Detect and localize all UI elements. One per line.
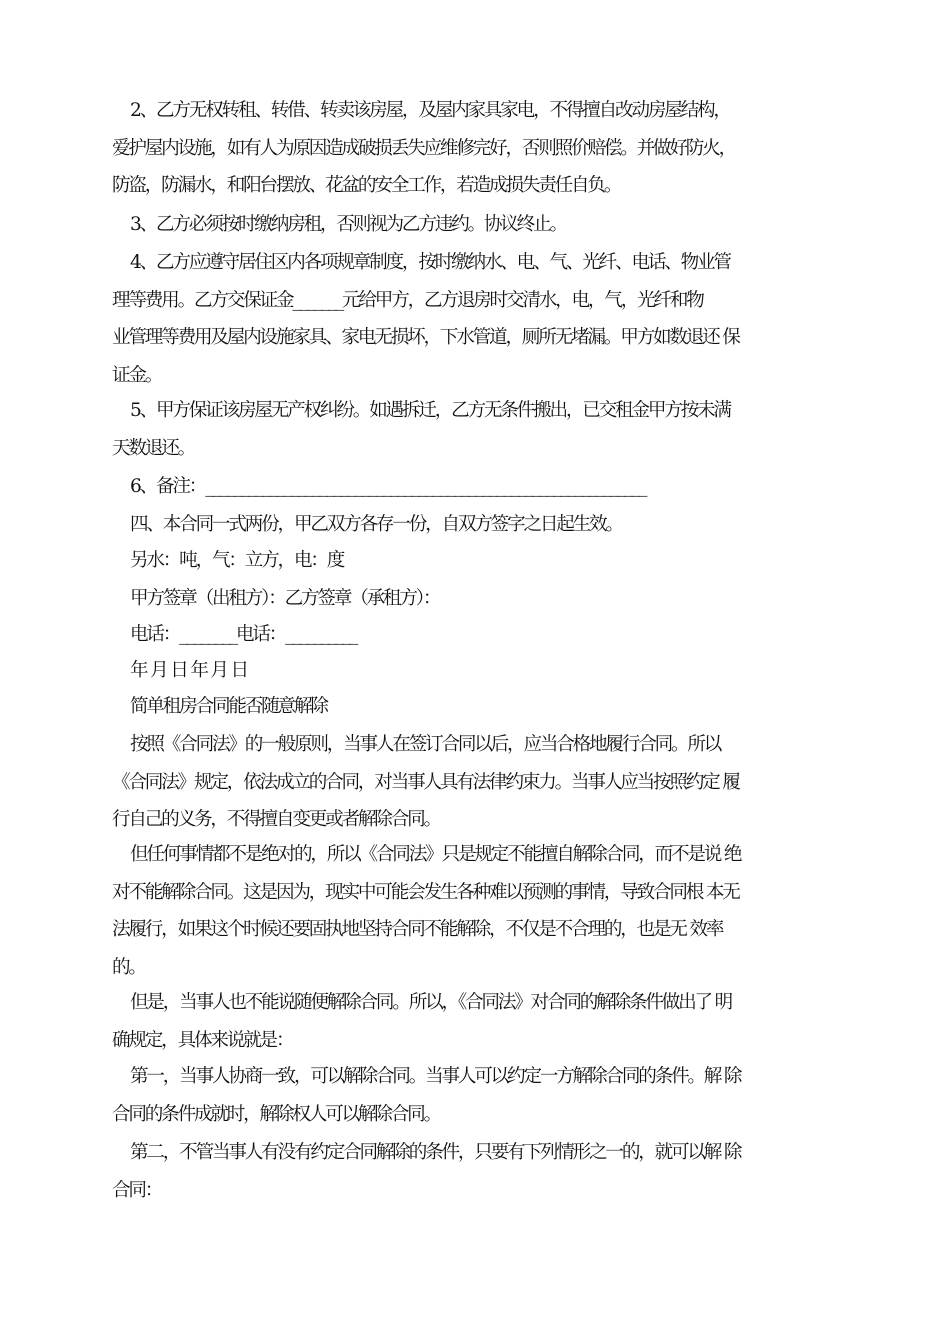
date-line: 年 月 日 年 月 日: [130, 660, 247, 681]
body-1-line-1: 按照《合同法》的一般原则，当事人在签订合同以后，应当合格地履行合同。所以: [130, 734, 721, 755]
remarks-paragraph: [112, 468, 857, 506]
body-paragraph-2: [112, 836, 857, 986]
clause-4-line-3: 业管理等费用及屋内设施家具、家电无损坏，下水管道，厕所无堵漏。甲方如数退还 保: [112, 327, 739, 349]
effective-clause-line: 四、本合同一式两份，甲乙双方各存一份，自双方签字之日起生效。: [130, 514, 622, 535]
body-3-line-1: 但是，当事人也不能说随便解除合同。所以，《合同法》对合同的解除条件做出了 明: [130, 992, 731, 1013]
signature-line: 甲方签章（出租方）：乙方签章（承租方）：: [130, 588, 440, 609]
clause-2-line-2: 爱护屋内设施，如有人为原因造成破损丢失应维修完好，否则照价赔偿。并做好防火，: [112, 137, 735, 159]
clause-2-line-1: 2、乙方无权转租、转借、转卖该房屋，及屋内家具家电，不得擅自改动房屋结构，: [130, 100, 730, 121]
body-1-line-2: 《合同法》规定，依法成立的合同，对当事人具有法律约束力。当事人应当按照约定 履: [112, 771, 739, 793]
clause-4-line-4: 证金。: [112, 364, 162, 386]
clause-2-line-3: 防盗，防漏水，和阳台摆放、花盆的安全工作，若造成损失责任自负。: [112, 175, 621, 197]
phone-line: 电话：________电话：__________: [130, 624, 357, 645]
effective-clause-paragraph: [112, 506, 857, 544]
clause-4-line-2: 理等费用。乙方交保证金_______元给甲方，乙方退房时交清水，电，气，光纤和物: [112, 289, 703, 311]
signature-paragraph: [112, 580, 857, 618]
body-2-line-4: 的。: [112, 956, 145, 978]
body-2-line-1: 但任何事情都不是绝对的，所以《合同法》只是规定不能擅自解除合同，而不是说 绝: [130, 844, 741, 865]
body-paragraph-1: [112, 726, 857, 839]
utilities-paragraph: [112, 542, 857, 580]
body-paragraph-5: [112, 1134, 857, 1209]
section-heading: [112, 688, 857, 726]
body-paragraph-4: [112, 1058, 857, 1133]
clause-5-paragraph: [112, 392, 857, 467]
body-3-line-2: 确规定，具体来说就是：: [112, 1029, 293, 1051]
clause-4-paragraph: [112, 244, 857, 394]
clause-3-paragraph: [112, 206, 857, 244]
clause-5-line-1: 5、甲方保证该房屋无产权纠纷。如遇拆迁，乙方无条件搬出，已交租金甲方按未满: [130, 400, 730, 421]
body-5-line-2: 合同：: [112, 1179, 162, 1201]
body-4-line-2: 合同的条件成就时，解除权人可以解除合同。: [112, 1103, 440, 1125]
clause-5-line-2: 天数退还。: [112, 437, 194, 459]
clause-4-line-1: 4、乙方应遵守居住区内各项规章制度，按时缴纳水、电、气、光纤、电话、物业管: [130, 252, 730, 273]
body-5-line-1: 第二，不管当事人有没有约定合同解除的条件，只要有下列情形之一的，就可以解 除: [130, 1142, 741, 1163]
body-4-line-1: 第一，当事人协商一致，可以解除合同。当事人可以约定一方解除合同的条件。解 除: [130, 1066, 741, 1087]
utilities-line: 另水：吨，气：立方，电：度: [130, 550, 344, 571]
clause-2-paragraph: [112, 92, 857, 205]
phone-paragraph: [112, 616, 857, 654]
body-2-line-2: 对不能解除合同。这是因为，现实中可能会发生各种难以预测的事情，导致合同根 本无: [112, 881, 739, 903]
remarks-line: 6、备注：______________________________________________________________: [130, 476, 646, 497]
clause-3-line-1: 3、乙方必须按时缴纳房租，否则视为乙方违约。协议终止。: [130, 214, 566, 235]
body-paragraph-3: [112, 984, 857, 1059]
date-paragraph: [112, 652, 857, 690]
body-2-line-3: 法履行，如果这个时候还要固执地坚持合同不能解除，不仅是不合理的，也是无 效率: [112, 919, 723, 941]
body-1-line-3: 行自己的义务，不得擅自变更或者解除合同。: [112, 809, 440, 831]
section-heading-text: 简单租房合同能否随意解除: [130, 696, 327, 717]
